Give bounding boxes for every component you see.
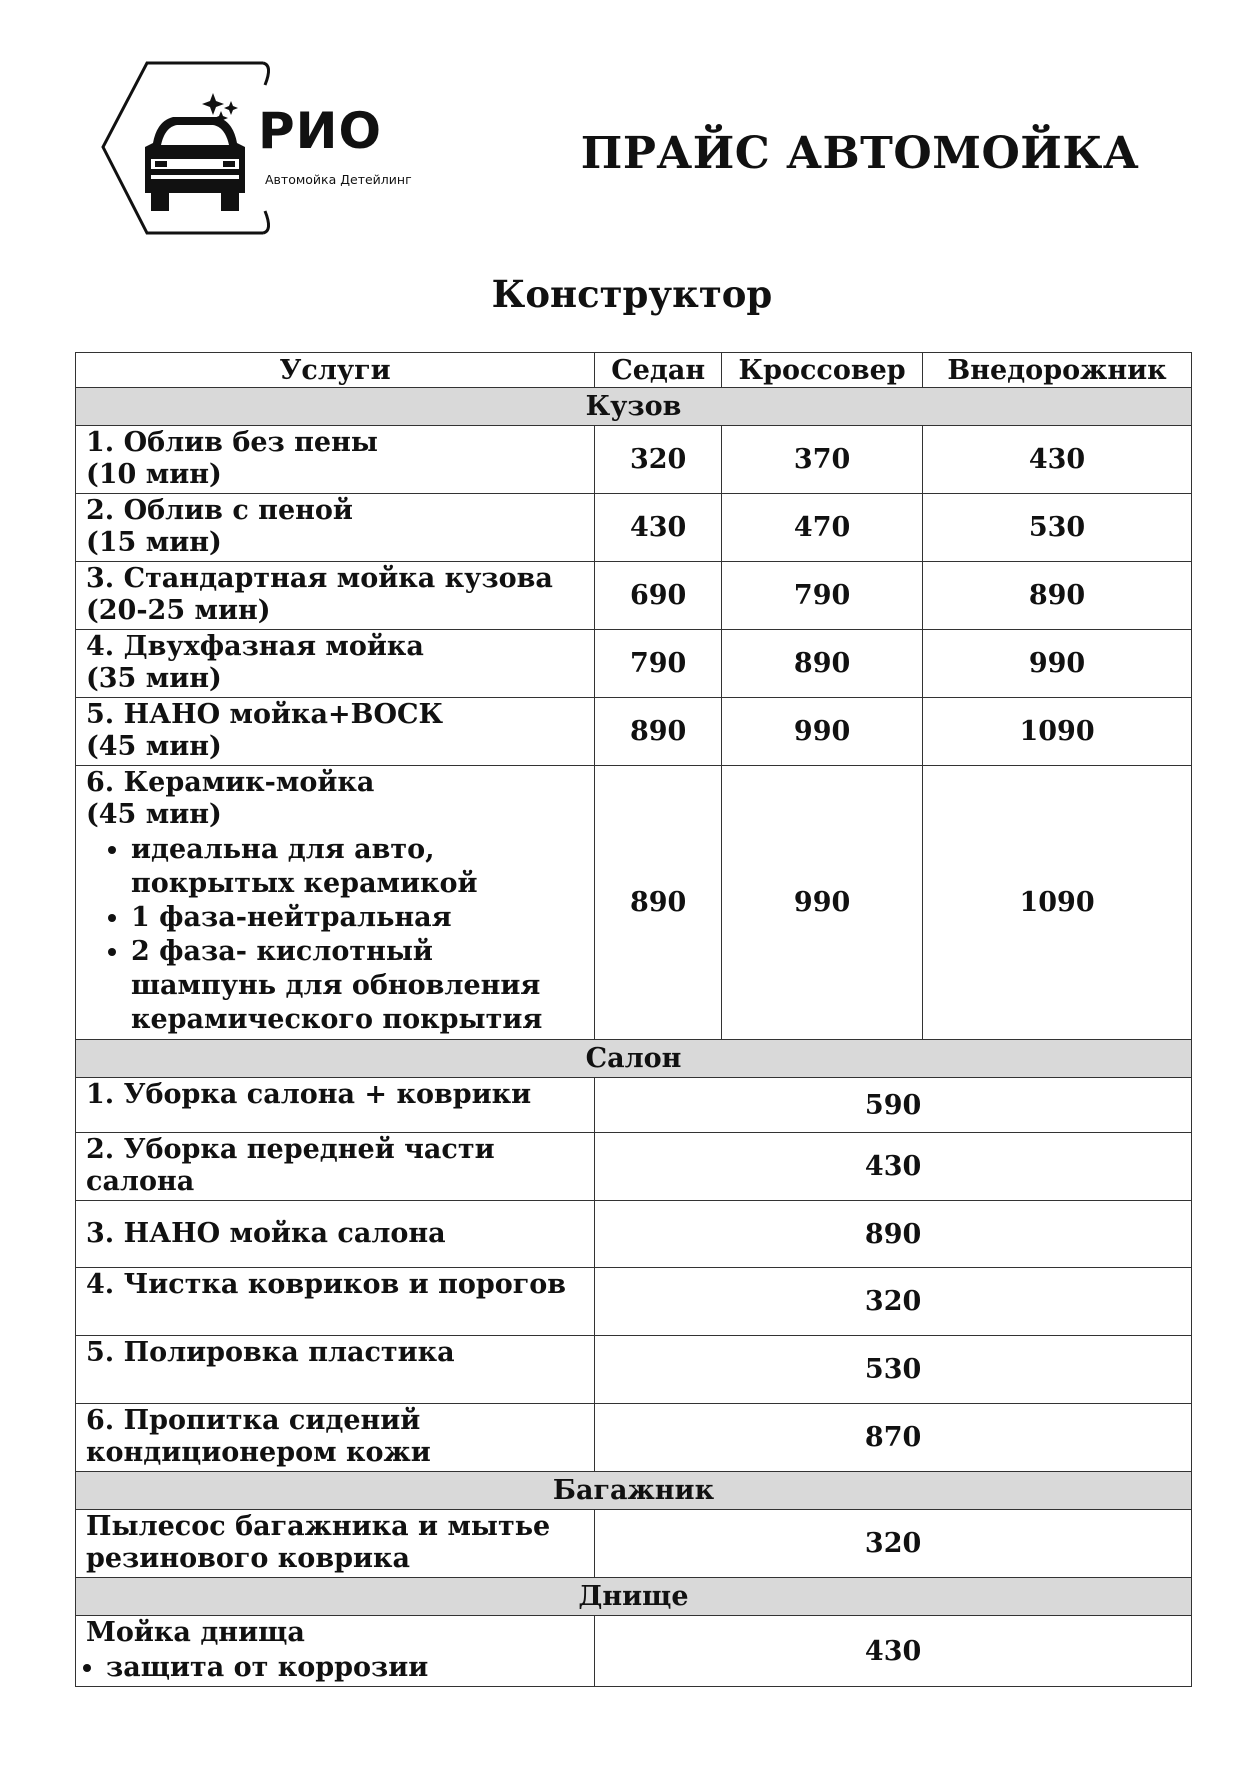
price-crossover: 470 [722,494,923,562]
logo-subtitle: Автомойка Детейлинг [265,172,412,187]
price-sedan: 790 [595,630,722,698]
service-cell [76,426,595,494]
service-title: 5. Полировка пластика [76,1336,595,1404]
logo-hexagon-arc-top [263,63,269,85]
header-suv: Внедорожник [923,353,1192,388]
price-crossover: 990 [722,698,923,766]
logo-name: РИО [258,102,382,160]
price-crossover: 890 [722,630,923,698]
service-cell [76,766,595,1040]
service-title: 1. Уборка салона + коврики [76,1078,595,1133]
section-underbody-row [76,1578,1192,1616]
table-row [76,1404,1192,1472]
service-title: Пылесос багажника и мытье резинового коврика [76,1510,595,1578]
page-title: ПРАЙС АВТОМОЙКА [580,128,1140,179]
price-suv: 1090 [923,698,1192,766]
service-cell [76,698,595,766]
section-title: Салон [76,1040,1192,1078]
table-row [76,1616,1192,1687]
bullet-item: • защита от коррозии [106,1651,584,1685]
service-duration: (35 мин) [86,663,222,694]
service-title: 2. Облив с пеной [86,495,353,526]
price-all: 870 [595,1404,1192,1472]
price-all: 430 [595,1133,1192,1201]
section-title: Багажник [76,1472,1192,1510]
service-duration: (20-25 мин) [86,595,271,626]
service-duration: (45 мин) [86,731,222,762]
table-row [76,1133,1192,1201]
service-title: Мойка днища [86,1617,305,1648]
service-title: 4. Чистка ковриков и порогов [76,1268,595,1336]
service-title: 3. НАНО мойка салона [76,1201,595,1268]
section-title: Кузов [76,388,1192,426]
table-row [76,1336,1192,1404]
table-row [76,1268,1192,1336]
price-sedan: 690 [595,562,722,630]
price-all: 320 [595,1510,1192,1578]
price-suv: 430 [923,426,1192,494]
service-title: 2. Уборка передней части салона [76,1133,595,1201]
service-title: 3. Стандартная мойка кузова [86,563,553,594]
page-subtitle: Конструктор [491,272,773,316]
section-salon-row [76,1040,1192,1078]
price-all: 590 [595,1078,1192,1133]
price-sedan: 320 [595,426,722,494]
header-sedan: Седан [595,353,722,388]
table-row [76,562,1192,630]
price-suv: 530 [923,494,1192,562]
bullet-item: • 1 фаза-нейтральная [131,901,584,935]
price-all: 430 [595,1616,1192,1687]
service-title: 6. Пропитка сидений кондиционером кожи [76,1404,595,1472]
price-sedan: 890 [595,698,722,766]
bullet-item: • идеальна для авто, покрытых керамикой [131,833,584,901]
service-duration: (15 мин) [86,527,222,558]
price-table [75,352,1192,1687]
price-suv: 890 [923,562,1192,630]
table-row [76,1510,1192,1578]
bullet-item: • 2 фаза- кислотный шампунь для обновления керамического покрытия [131,935,584,1037]
price-all: 530 [595,1336,1192,1404]
header-services: Услуги [76,353,595,388]
price-all: 320 [595,1268,1192,1336]
table-row [76,766,1192,1040]
price-sedan: 430 [595,494,722,562]
service-duration: (10 мин) [86,459,222,490]
service-title: 5. НАНО мойка+ВОСК [86,699,444,730]
service-title: 4. Двухфазная мойка [86,631,424,662]
price-sedan: 890 [595,766,722,1040]
logo-hexagon-arc-bottom [263,211,269,233]
price-suv: 1090 [923,766,1192,1040]
service-cell [76,562,595,630]
table-header-row [76,353,1192,388]
price-suv: 990 [923,630,1192,698]
service-title: 6. Керамик-мойка [86,767,375,798]
table-row [76,426,1192,494]
service-cell [76,630,595,698]
section-title: Днище [76,1578,1192,1616]
section-trunk-row [76,1472,1192,1510]
price-all: 890 [595,1201,1192,1268]
table-row [76,494,1192,562]
table-row [76,630,1192,698]
price-crossover: 990 [722,766,923,1040]
table-row [76,1201,1192,1268]
price-crossover: 790 [722,562,923,630]
section-body-row [76,388,1192,426]
service-cell [76,494,595,562]
header-crossover: Кроссовер [722,353,923,388]
price-crossover: 370 [722,426,923,494]
service-duration: (45 мин) [86,799,222,830]
service-title: 1. Облив без пены [86,427,378,458]
service-cell [76,1616,595,1687]
service-bullets [86,833,584,1037]
table-row [76,698,1192,766]
table-row [76,1078,1192,1133]
service-bullets [86,1651,584,1685]
car-icon [145,117,245,211]
